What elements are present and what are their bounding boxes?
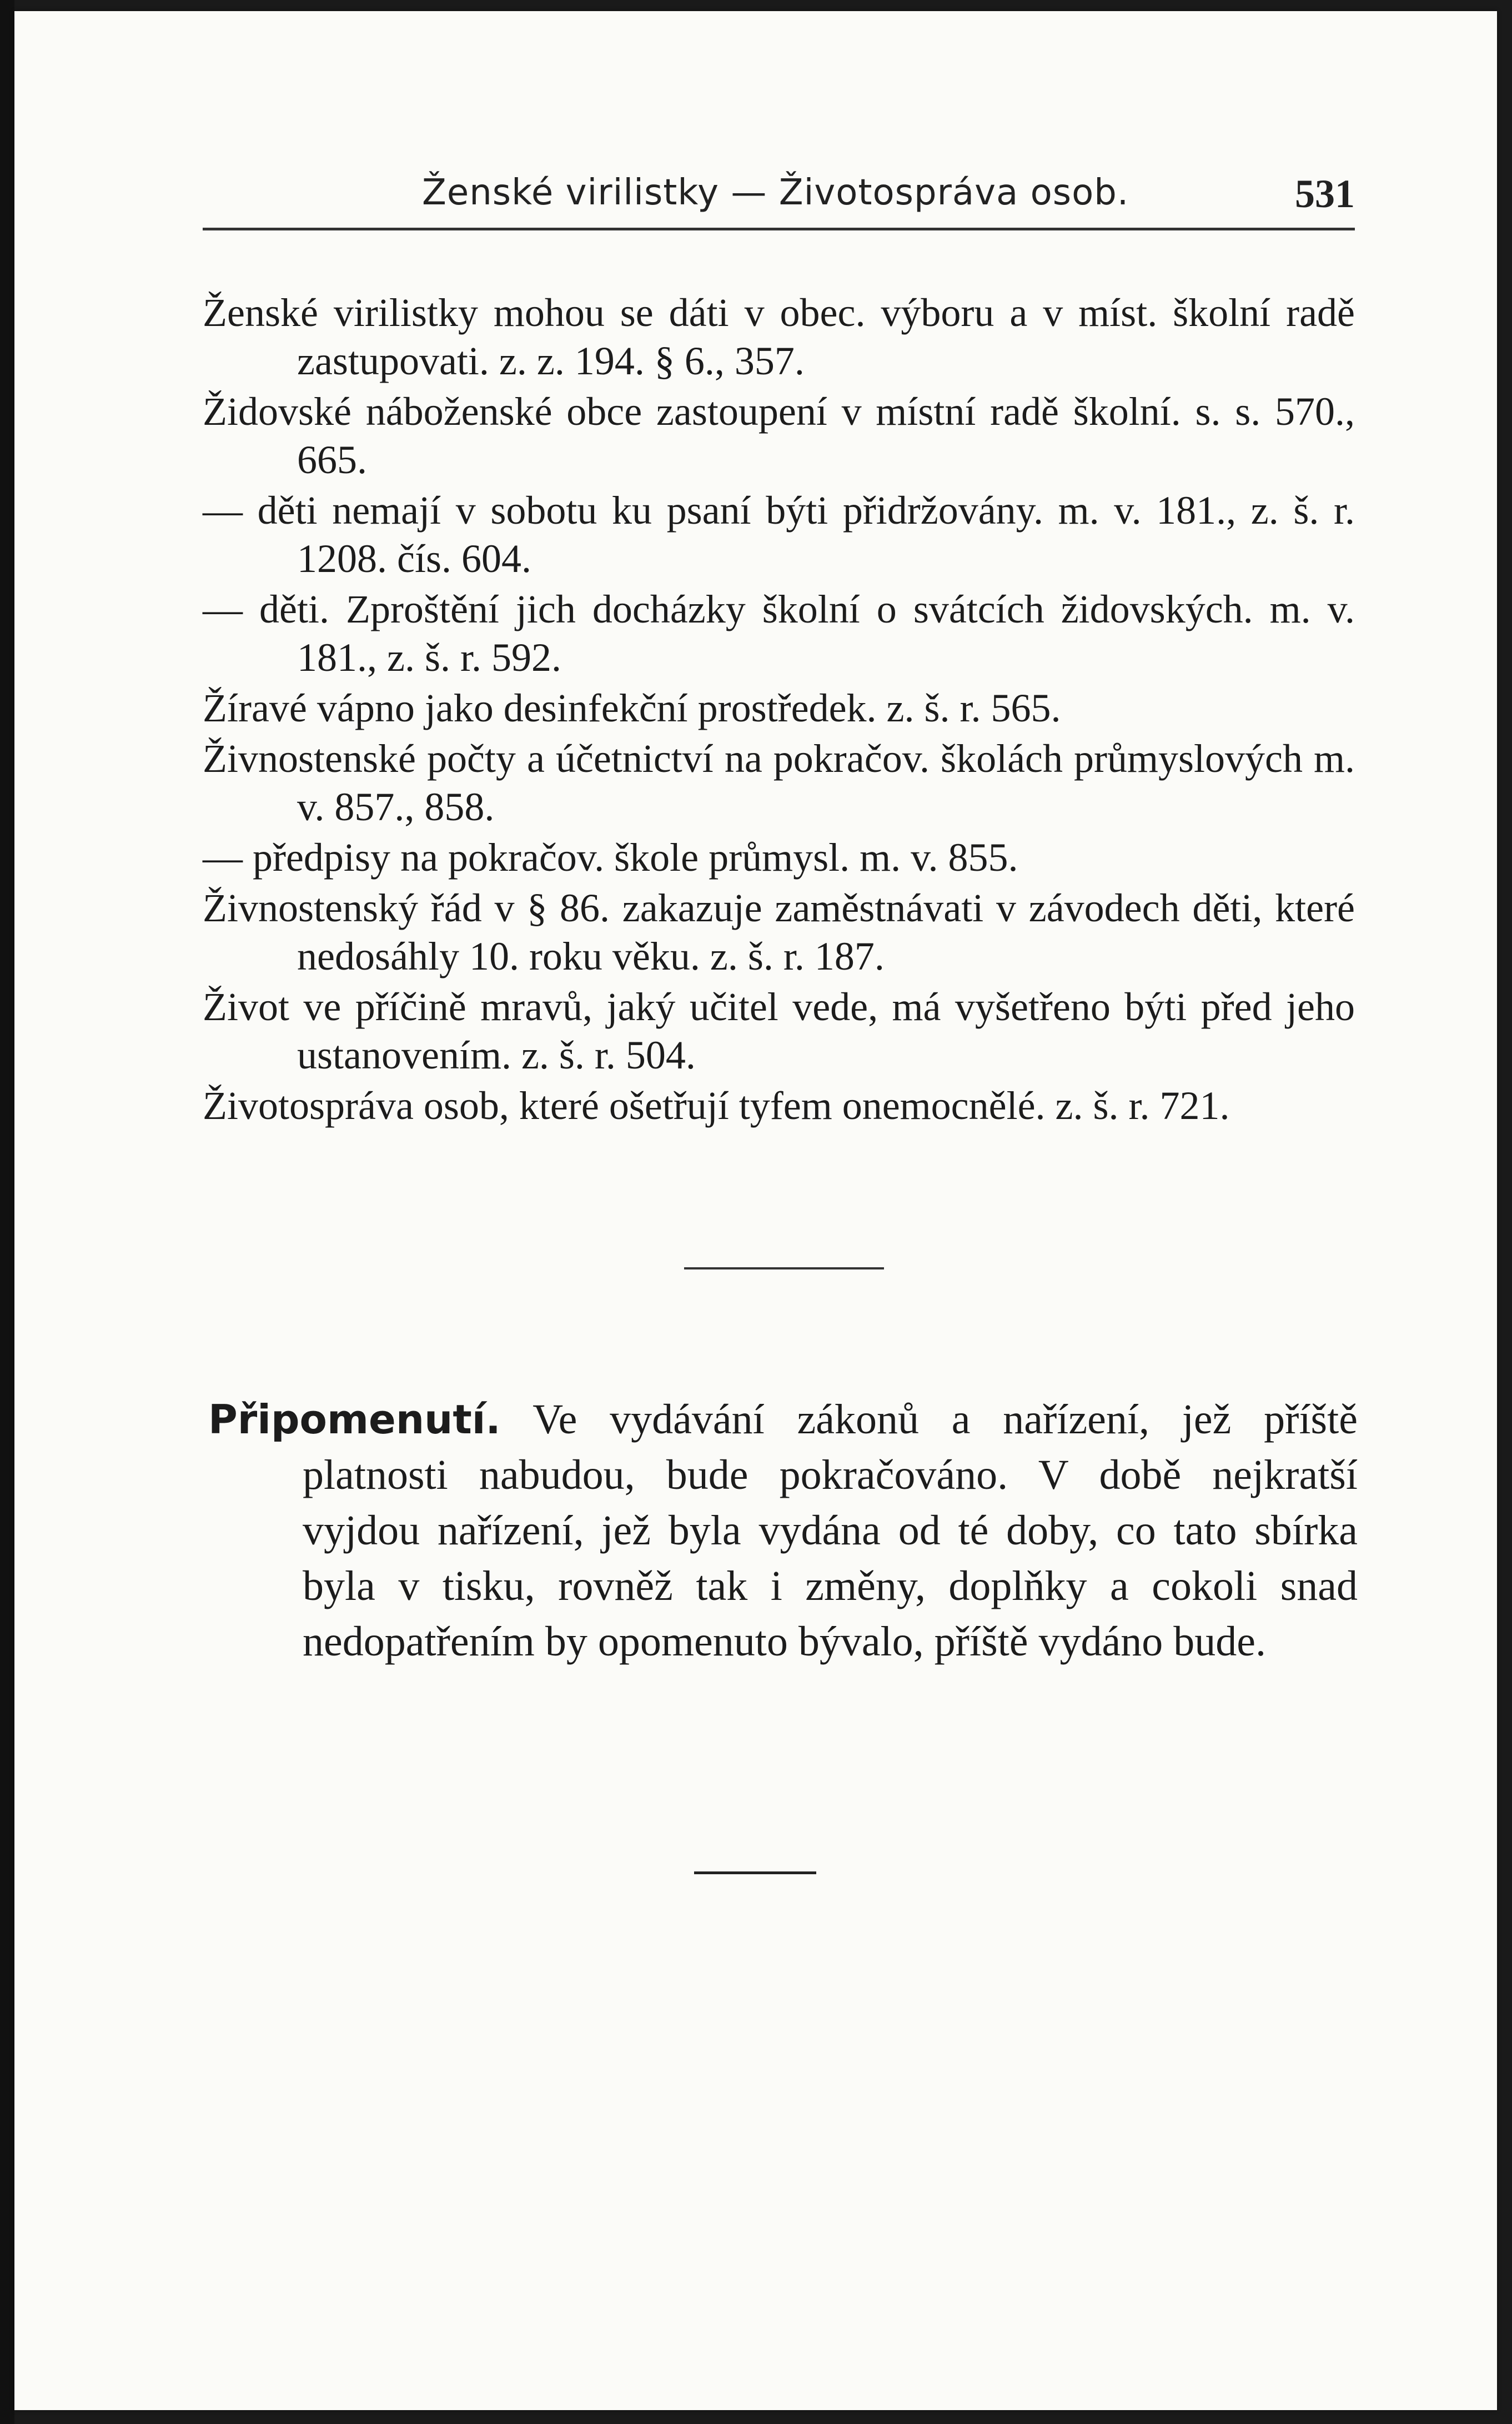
running-title: Ženské virilistky — Životospráva osob. (422, 172, 1129, 213)
scan-edge (0, 0, 14, 2424)
index-entry: Život ve příčině mravů, jaký učitel vede, má vyšetřeno býti před jeho ustanovením. z. š. r. 504. (203, 985, 1355, 1077)
note-text: Ve vydávání zákonů a nařízení, jež příště platnosti nabudou, bude pokračováno. V době nejkratší vyjdou nařízení, jež byla vydána od té doby, co tato sbírka byla v tisku, rovněž tak i změny, doplňky a cokoli snad nedopatřením by opomenuto bývalo, příště vydáno bude. (303, 1396, 1358, 1665)
page-number: 531 (1295, 172, 1355, 216)
index-entry: Živnostenské počty a účetnictví na pokračov. školách průmyslových m. v. 857., 858. (203, 736, 1355, 829)
index-entry: Ženské virilistky mohou se dáti v obec. výboru a v míst. školní radě zastupovati. z. z. 194. § 6., 357. (203, 290, 1355, 383)
header-rule (203, 228, 1355, 230)
page-header (203, 167, 1355, 217)
index-entry: Žíravé vápno jako desinfekční prostředek. z. š. r. 565. (203, 686, 1061, 730)
note-paragraph (208, 1392, 1358, 1669)
section-divider (684, 1267, 884, 1269)
index-entry: Životospráva osob, které ošetřují tyfem onemocnělé. z. š. r. 721. (203, 1083, 1230, 1128)
index-subentry: — předpisy na pokračov. škole průmysl. m. v. 855. (203, 835, 1018, 880)
index-entry: Židovské náboženské obce zastoupení v místní radě školní. s. s. 570., 665. (203, 389, 1355, 482)
index-subentry: — děti nemají v sobotu ku psaní býti přidržovány. m. v. 181., z. š. r. 1208. čís. 604. (203, 488, 1355, 581)
end-mark (694, 1871, 816, 1874)
index-entry: Živnostenský řád v § 86. zakazuje zaměstnávati v závodech děti, které nedosáhly 10. roku věku. z. š. r. 187. (203, 886, 1355, 978)
note-label: Připomenutí. (208, 1396, 501, 1443)
index-entries (203, 289, 1355, 1130)
index-subentry: — děti. Zproštění jich docházky školní o svátcích židovských. m. v. 181., z. š. r. 592. (203, 587, 1355, 680)
